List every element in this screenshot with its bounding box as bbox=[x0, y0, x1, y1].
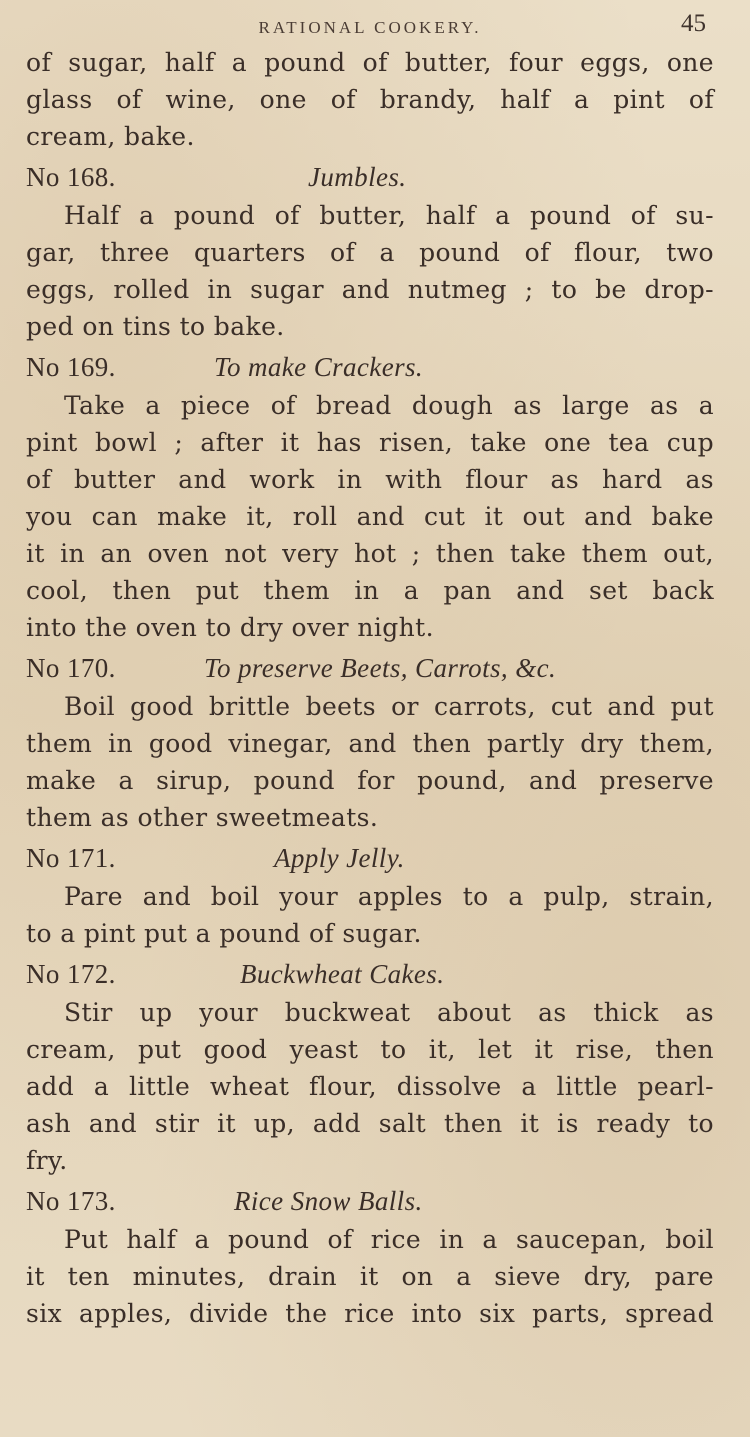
text-line: them in good vinegar, and then partly dry them, bbox=[26, 729, 714, 758]
recipe-heading bbox=[26, 1183, 714, 1221]
text-line: Put half a pound of rice in a saucepan, boil bbox=[64, 1225, 714, 1254]
text-line: gar, three quarters of a pound of flour, two bbox=[26, 238, 714, 267]
text-line: into the oven to dry over night. bbox=[26, 613, 434, 642]
recipe-heading bbox=[26, 956, 714, 994]
recipe-number: No 171. bbox=[26, 843, 116, 873]
text-line: cool, then put them in a pan and set back bbox=[26, 576, 714, 605]
recipe-number: No 169. bbox=[26, 352, 116, 382]
recipe-heading bbox=[26, 840, 714, 878]
recipe-title: Buckwheat Cakes. bbox=[240, 959, 445, 989]
recipe-heading bbox=[26, 650, 714, 688]
recipe-title: Rice Snow Balls. bbox=[234, 1186, 423, 1216]
text-line: eggs, rolled in sugar and nutmeg ; to be drop- bbox=[26, 275, 714, 304]
text-line: you can make it, roll and cut it out and bake bbox=[26, 502, 714, 531]
text-line: cream, put good yeast to it, let it rise, then bbox=[26, 1035, 714, 1064]
recipe-number: No 173. bbox=[26, 1186, 116, 1216]
recipe-number: No 172. bbox=[26, 959, 116, 989]
text-line: make a sirup, pound for pound, and preserve bbox=[26, 766, 714, 795]
page-header bbox=[26, 10, 714, 44]
text-line: of butter and work in with flour as hard as bbox=[26, 465, 714, 494]
text-line: six apples, divide the rice into six parts, spread bbox=[26, 1299, 714, 1328]
text-line: fry. bbox=[26, 1146, 68, 1175]
text-line: Half a pound of butter, half a pound of su- bbox=[64, 201, 714, 230]
page-body bbox=[26, 44, 714, 1332]
recipe-title: To make Crackers. bbox=[214, 352, 424, 382]
text-line: Stir up your buckweat about as thick as bbox=[64, 998, 714, 1027]
recipe-heading bbox=[26, 349, 714, 387]
text-line: glass of wine, one of brandy, half a pint of bbox=[26, 85, 714, 114]
text-line: add a little wheat flour, dissolve a little pearl- bbox=[26, 1072, 714, 1101]
text-line: it in an oven not very hot ; then take them out, bbox=[26, 539, 714, 568]
page-number: 45 bbox=[681, 10, 706, 37]
recipe-title: Apply Jelly. bbox=[274, 843, 405, 873]
recipe-title: To preserve Beets, Carrots, &c. bbox=[204, 653, 557, 683]
text-line: to a pint put a pound of sugar. bbox=[26, 919, 422, 948]
text-line: it ten minutes, drain it on a sieve dry, pare bbox=[26, 1262, 714, 1291]
text-line: pint bowl ; after it has risen, take one tea cup bbox=[26, 428, 714, 457]
recipe-heading bbox=[26, 159, 714, 197]
running-head: RATIONAL COOKERY. bbox=[258, 18, 482, 37]
text-line: Pare and boil your apples to a pulp, strain, bbox=[64, 882, 714, 911]
text-line: ash and stir it up, add salt then it is ready to bbox=[26, 1109, 714, 1138]
text-line: Take a piece of bread dough as large as a bbox=[64, 391, 714, 420]
text-line: Boil good brittle beets or carrots, cut and put bbox=[64, 692, 714, 721]
recipe-title: Jumbles. bbox=[308, 162, 407, 192]
recipe-number: No 170. bbox=[26, 653, 116, 683]
text-line: cream, bake. bbox=[26, 122, 195, 151]
text-line: of sugar, half a pound of butter, four eggs, one bbox=[26, 48, 714, 77]
text-line: ped on tins to bake. bbox=[26, 312, 285, 341]
text-line: them as other sweetmeats. bbox=[26, 803, 379, 832]
recipe-number: No 168. bbox=[26, 162, 116, 192]
